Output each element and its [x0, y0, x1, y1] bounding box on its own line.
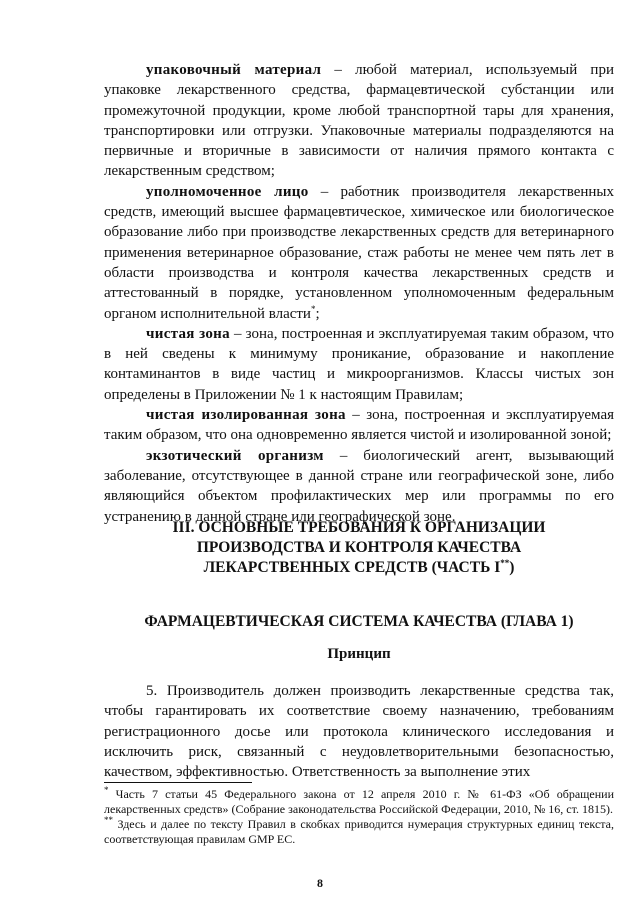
section-heading-line2: ПРОИЗВОДСТВА И КОНТРОЛЯ КАЧЕСТВА: [196, 539, 522, 556]
section-heading-line3: [104, 558, 614, 578]
section-heading-close: ): [509, 559, 515, 576]
definition-text: – биологический агент, вызывающий заболевание, отсутствующее в данной стране или географической зоне, либо являющийся объектом профилактических мер или программы по его устранению в данной стране или географической зоне.: [104, 447, 614, 525]
term: экзотический организм: [146, 447, 324, 464]
footnote-2: [104, 817, 614, 846]
paragraph-5: [104, 681, 614, 782]
footnote-text: Часть 7 статьи 45 Федерального закона от 12 апреля 2010 г. № 61-ФЗ «Об обращении лекарственных средств» (Собрание законодательства Российской Федерации, 2010, № 16, ст. 1815).: [104, 787, 614, 816]
definition-exotic-organism: [104, 446, 614, 527]
definition-contained-area: [104, 405, 614, 446]
term: чистая изолированная зона: [146, 407, 346, 424]
definition-qualified-person: [104, 182, 614, 324]
section-heading-text: ЛЕКАРСТВЕННЫХ СРЕДСТВ (ЧАСТЬ I: [203, 559, 501, 576]
page-number: 8: [317, 876, 323, 890]
definition-text: – работник производителя лекарственных средств, имеющий высшее фармацевтическое, химическое или биологическое образование либо при производстве лекарственных средств для ветеринарного применения ветеринарное образование, стаж работы не менее чем пять лет в области производства и контроля качества лекарственных средств и аттестованный в порядке, установленном уполномоченным федеральным органом исполнительной власти: [104, 183, 615, 322]
paragraph-5-text: 5. Производитель должен производить лекарственные средства так, чтобы гарантировать их соответствие своему назначению, требованиям регистрационного досье или протокола клинического исследования и исключить риск, связанный с неудовлетворительными безопасностью, качеством, эффективностью. Ответственность за выполнение этих: [104, 683, 614, 781]
footnote-mark: *: [104, 785, 109, 795]
term: чистая зона: [146, 325, 230, 342]
footnote-divider: [104, 782, 252, 783]
section-heading: [104, 518, 614, 578]
footnote-mark: **: [104, 815, 113, 826]
footnote-1: [104, 787, 614, 816]
definition-tail: ;: [315, 305, 320, 322]
section-heading-line1: III. ОСНОВНЫЕ ТРЕБОВАНИЯ К ОРГАНИЗАЦИИ: [172, 519, 546, 536]
principle-heading: Принцип: [327, 646, 391, 662]
footnotes: [104, 787, 614, 847]
term: уполномоченное лицо: [146, 183, 309, 200]
definition-packaging-material: [104, 60, 614, 182]
footnote-mark: *: [310, 303, 316, 314]
definition-text: – зона, построенная и эксплуатируемая таким образом, что в ней сведены к минимуму проникание, образование и накопление контаминантов в виде частиц и микроорганизмов. Классы чистых зон определены в Приложении № 1 к настоящим Правилам;: [104, 325, 615, 403]
definition-text: – любой материал, используемый при упаковке лекарственного средства, фармацевтической субстанции или промежуточной продукции, кроме любой транспортной тары для хранения, транспортировки или отгрузки. Упаковочные материалы подразделяются на первичные и вторичные в зависимости от наличия прямого контакта с лекарственным средством;: [104, 62, 614, 180]
definition-text: – зона, построенная и эксплуатируемая таким образом, что она одновременно является чистой и изолированной зоной;: [104, 407, 615, 444]
footnote-mark: **: [500, 557, 510, 568]
chapter-heading: ФАРМАЦЕВТИЧЕСКАЯ СИСТЕМА КАЧЕСТВА (ГЛАВА 1): [144, 613, 574, 630]
term: упаковочный материал: [146, 62, 322, 78]
definition-clean-area: [104, 324, 614, 405]
footnote-text: Здесь и далее по тексту Правил в скобках приводится нумерация структурных единиц текста, соответствующая правилам GMP ЕС.: [104, 817, 614, 846]
definitions-block: [104, 60, 614, 527]
